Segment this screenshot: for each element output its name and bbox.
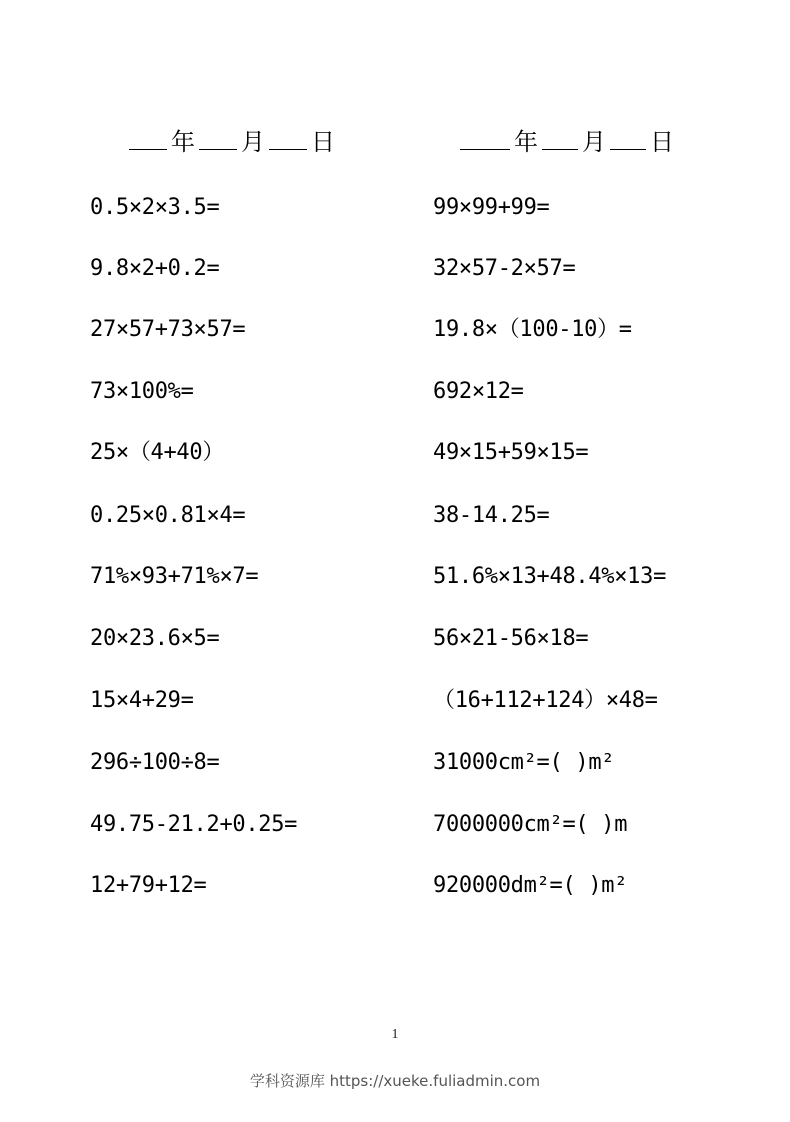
date-header-left bbox=[127, 126, 337, 158]
problem-left: 20×23.6×5= bbox=[90, 626, 220, 651]
footer-source-text: 学科资源库 https://xueke.fuliadmin.com bbox=[249, 1072, 541, 1090]
problem-left: 49.75-21.2+0.25= bbox=[90, 812, 298, 837]
date-header-right bbox=[458, 126, 676, 158]
month-blank[interactable] bbox=[199, 127, 237, 150]
problem-left: 15×4+29= bbox=[90, 688, 194, 713]
year-blank[interactable] bbox=[460, 127, 510, 150]
problem-left: 71%×93+71%×7= bbox=[90, 564, 259, 589]
year-label: 年 bbox=[514, 128, 538, 156]
problem-left: 9.8×2+0.2= bbox=[90, 256, 220, 281]
problem-left: 296÷100÷8= bbox=[90, 750, 220, 775]
problem-left: 0.25×0.81×4= bbox=[90, 503, 246, 528]
month-blank[interactable] bbox=[542, 127, 578, 150]
problem-right: 31000cm²=( )m² bbox=[433, 750, 615, 775]
month-label: 月 bbox=[582, 128, 606, 156]
year-label: 年 bbox=[171, 128, 195, 156]
problem-left: 27×57+73×57= bbox=[90, 317, 246, 342]
problem-right: 56×21-56×18= bbox=[433, 626, 589, 651]
month-label: 月 bbox=[241, 128, 265, 156]
problem-left: 0.5×2×3.5= bbox=[90, 195, 220, 220]
problem-right: 920000dm²=( )m² bbox=[433, 873, 628, 898]
problem-right: （16+112+124）×48= bbox=[433, 688, 658, 713]
problem-right: 51.6%×13+48.4%×13= bbox=[433, 564, 667, 589]
day-blank[interactable] bbox=[269, 127, 307, 150]
year-blank[interactable] bbox=[129, 127, 167, 150]
problem-left: 25×（4+40） bbox=[90, 440, 225, 465]
day-label: 日 bbox=[650, 128, 674, 156]
problem-right: 32×57-2×57= bbox=[433, 256, 576, 281]
problem-right: 7000000cm²=( )m bbox=[433, 812, 628, 837]
problem-left: 12+79+12= bbox=[90, 873, 207, 898]
problem-right: 19.8×（100-10）= bbox=[433, 317, 632, 342]
day-blank[interactable] bbox=[610, 127, 646, 150]
page-number: 1 bbox=[391, 1027, 399, 1042]
day-label: 日 bbox=[311, 128, 335, 156]
problem-left: 73×100%= bbox=[90, 379, 194, 404]
problem-right: 49×15+59×15= bbox=[433, 440, 589, 465]
problem-right: 692×12= bbox=[433, 379, 524, 404]
problem-right: 38-14.25= bbox=[433, 503, 550, 528]
problem-right: 99×99+99= bbox=[433, 195, 550, 220]
